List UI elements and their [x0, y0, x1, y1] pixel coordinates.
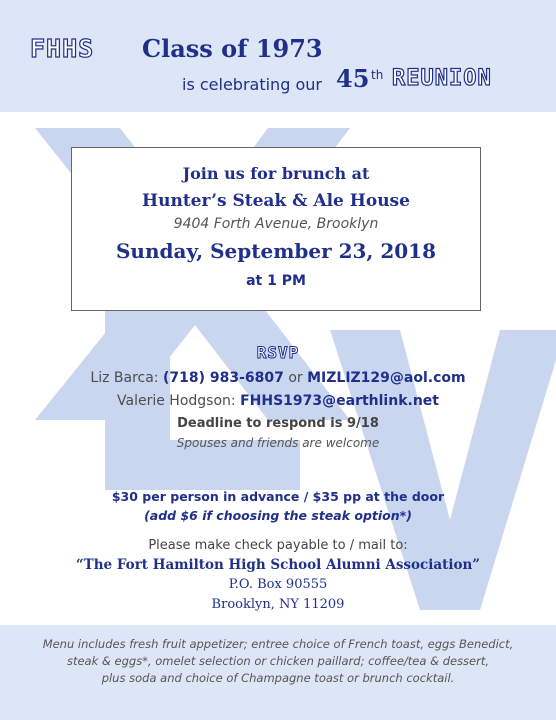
menu-line-2: steak & eggs*, omelet selection or chicken paillard; coffee/tea & dessert,	[66, 654, 490, 668]
venue-address: 9404 Forth Avenue, Brooklyn	[173, 216, 379, 232]
price-text: $30 per person in advance / $35 pp at the door	[111, 489, 445, 504]
payee-name: “The Fort Hamilton High School Alumni Association”	[75, 557, 481, 573]
rsvp-deadline: Deadline to respond is 9/18	[177, 416, 379, 431]
check-instructions: Please make check payable to / mail to:	[148, 538, 408, 553]
rsvp-heading: RSVP	[256, 343, 300, 362]
join-us-text: Join us for brunch at	[182, 164, 370, 183]
menu-description	[18, 636, 538, 687]
class-of-title: Class of 1973	[142, 34, 323, 63]
contact2-email[interactable]: FHHS1973@earthlink.net	[240, 393, 439, 409]
contact-line-1	[0, 370, 556, 386]
anniversary-number: 45	[336, 64, 370, 93]
contact1-email[interactable]: MIZLIZ129@aol.com	[307, 370, 466, 386]
contact2-name: Valerie Hodgson:	[117, 393, 236, 409]
anniversary-suffix: th	[371, 68, 384, 82]
contact-line-2	[0, 393, 556, 409]
celebrating-text: is celebrating our	[182, 75, 322, 94]
contact1-name: Liz Barca:	[90, 370, 159, 386]
event-time: at 1 PM	[246, 273, 306, 289]
contact1-phone[interactable]: (718) 983-6807	[162, 370, 284, 386]
reunion-text: REUNION	[392, 66, 492, 91]
menu-line-3: plus soda and choice of Champagne toast or brunch cocktail.	[101, 671, 455, 685]
venue-name: Hunter’s Steak & Ale House	[142, 191, 410, 211]
po-box: P.O. Box 90555	[228, 577, 328, 592]
event-date: Sunday, September 23, 2018	[115, 239, 436, 263]
steak-option-note: (add $6 if choosing the steak option*)	[144, 508, 412, 523]
city-state-zip: Brooklyn, NY 11209	[211, 597, 345, 612]
menu-line-1: Menu includes fresh fruit appetizer; entree choice of French toast, eggs Benedict,	[42, 637, 514, 651]
or-text: or	[288, 370, 303, 386]
fhhs-logo-text: FHHS	[30, 34, 95, 63]
event-box	[71, 147, 481, 311]
spouses-note: Spouses and friends are welcome	[176, 436, 380, 450]
